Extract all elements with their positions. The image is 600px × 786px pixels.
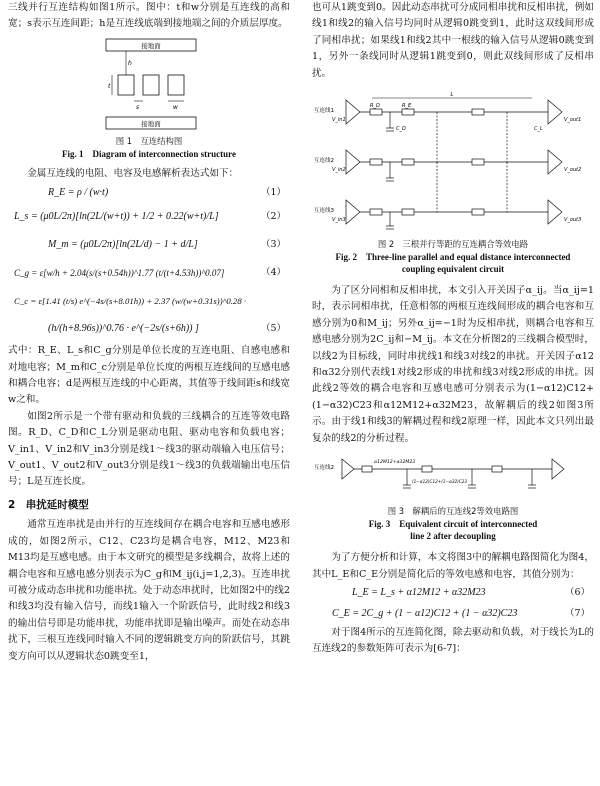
vout2-label: V_out2 xyxy=(564,167,582,174)
equation-text: C_c = ε[1.41 (t/s) e^(−4s/(s+8.01h)) + 2.37 (w/(w+0.31s))^0.28 · xyxy=(14,296,247,307)
equation-4 xyxy=(8,259,290,287)
length-label: L xyxy=(450,92,454,99)
vout3-label: V_out3 xyxy=(564,217,582,224)
paragraph: 三线并行互连结构如图1所示。图中：t和w分别是互连线的高和宽；s表示互连间距；h是互连线底端到接地端之间的介质层厚度。 xyxy=(8,2,290,30)
equation-text: L_s = (μ0L/2π)[ln(2L/(w+t)) + 1/2 + 0.22(w+t)/L] xyxy=(14,211,219,223)
paragraph: 为了方便分析和计算，本文将图3中的解耦电路图简化为图4，其中L_E和C_E分别是简化后的等效电感和电容，其值分别为： xyxy=(312,552,594,580)
equation-5b xyxy=(8,315,290,343)
equation-3 xyxy=(8,231,290,259)
vin3-label: V_in3 xyxy=(332,217,346,224)
equation-1 xyxy=(8,182,290,203)
decoupled-line2-circuit xyxy=(312,451,594,503)
paragraph: 式中：R_E、L_s和C_g分别是单位长度的互连电阻、自感电感和对地电容；M_m和C_c分别是单位长度的两根互连线间的互感电感和耦合电容；d是两根互连线的中心距离，其值等于线间距s和线宽w之和。 xyxy=(8,345,290,406)
equation-number: （5） xyxy=(260,323,286,335)
svg-text:w: w xyxy=(173,103,178,111)
svg-text:h: h xyxy=(128,59,132,67)
equation-number: （6） xyxy=(564,587,590,599)
mutual-inductance-label: α12M12+α32M23 xyxy=(374,460,416,466)
paragraph: 金属互连线的电阻、电容及电感解析表达式如下： xyxy=(27,167,239,179)
svg-text:t: t xyxy=(108,82,111,90)
receiver-3 xyxy=(548,200,562,224)
equation-number: （3） xyxy=(260,239,286,251)
equation-text: R_E = ρ / (w·t) xyxy=(48,186,109,198)
paragraph: 也可从1跳变到0。因此动态串扰可分成同相串扰和反相串扰，例如线1和线2的输入信号均同时从逻辑0跳变到1，此时这双线间形成了同相串扰；如果线1和线2其中一根线的输入信号从逻辑0跳变到1，另外一条线同时从逻辑1跳变到0，则此双线间形成了反相串扰。 xyxy=(312,2,594,79)
paragraph: 通常互连串扰是由并行的互连线间存在耦合电容和互感电感形成的，如图2所示，C12、C23均是耦合电容，M12、M23和M13均是互感电感。由于本文研究的模型是多线耦合，故将上述的耦合电容和互感电感分别表示为C_g和M_ij(i,j=1,2,3)。互连串扰可被分成动态串扰和功能串扰。处于动态串扰时，比如图2中的线2和线3均没有输入信号，而线1输入一个阶跃信号，此时线2和线3的输出信号即是功能串扰，功能串扰即是输出噪声。而处在动态串扰下，三根互连线同时输入不同的逻辑跳变方向的阶跃信号，其跳变方向可以从逻辑状态0跳变至1， xyxy=(8,519,290,662)
figure-3 xyxy=(312,451,594,503)
figure-2-caption-en-1: Fig. 2 Three-line parallel and equal distance interconnected xyxy=(335,252,571,263)
section-heading: 2 串扰延时模型 xyxy=(8,498,89,511)
equation-text: M_m = (μ0L/2π)[ln(2L/d) − 1 + d/L] xyxy=(48,239,198,251)
rd-label: R_D xyxy=(370,103,380,110)
line-1-label: 互连线1 xyxy=(314,108,334,115)
equation-text: C_g = ε[w/h + 2.04(s/(s+0.54h))^1.77 (t/(t+4.53h))^0.07] xyxy=(14,268,225,279)
left-column xyxy=(8,0,290,665)
figure-1-caption-en: Fig. 1 Diagram of interconnection structure xyxy=(62,148,236,159)
ground-bottom-label: 接地面 xyxy=(141,119,161,128)
driver-2 xyxy=(346,150,360,174)
figure-2 xyxy=(312,88,594,236)
line-2-rect xyxy=(143,75,159,95)
driver-1 xyxy=(346,100,360,124)
re-label: R_E xyxy=(402,103,412,110)
equation-6 xyxy=(312,583,594,604)
vin2-label: V_in2 xyxy=(332,167,346,174)
figure-3-caption-cn: 图 3 解耦后的互连线2等效电路图 xyxy=(387,506,519,517)
paragraph: 对于图4所示的互连简化图，除去驱动和负载，对于线长为L的互连线2的参数矩阵可表示为[6-7]： xyxy=(312,626,594,655)
figure-1 xyxy=(8,37,290,133)
equation-text: L_E = L_s + α12M12 + α32M23 xyxy=(352,587,486,599)
receiver-1 xyxy=(548,100,562,124)
interconnect-structure-diagram xyxy=(8,37,290,133)
equation-2 xyxy=(8,203,290,231)
receiver-2 xyxy=(548,150,562,174)
equation-number: （2） xyxy=(260,211,286,223)
equation-5a xyxy=(8,287,290,315)
line-3-rect xyxy=(168,75,184,95)
equation-7 xyxy=(312,604,594,625)
cd-label: C_D xyxy=(396,126,406,133)
ground-top-label: 接地面 xyxy=(141,41,161,50)
cl-label: C_L xyxy=(534,126,543,133)
equation-number: （4） xyxy=(260,267,286,279)
line-3-label: 互连线3 xyxy=(314,208,334,215)
equation-number: （7） xyxy=(564,608,590,620)
line-2-label: 互连线2 xyxy=(314,465,334,472)
paragraph: 为了区分同相和反相串扰，本文引入开关因子α_ij。当α_ij=1时，表示同相串扰，任意相邻的两根互连线间形成的耦合电容和互感分别为0和M_ij；另外α_ij=−1时为反相串扰，则耦合电容和互感电感分别为2C_ij和−M_ij。本文在分析图2的三线耦合模型时，以线2为目标线，同时串扰线1和线3对线2的串扰。开关因子α12和α32分别代表线1对线2形成的串扰和线3对线2形成的串扰。因此线2等效的耦合电容和互感电感可分别表示为(1−α12)C12+(1−α32)C23和α12M12+α32M23，故解耦后的线2如图3所示。由于线1和线3的解耦过程和线2原理一样，因此本文只列出最复杂的线2的分析过程。 xyxy=(312,285,594,444)
svg-text:s: s xyxy=(136,103,140,111)
line-2-label: 互连线2 xyxy=(314,158,334,165)
right-column xyxy=(312,0,594,658)
equation-number: （1） xyxy=(260,186,286,198)
figure-1-caption-cn: 图 1 互连结构图 xyxy=(115,135,183,146)
line-1-rect xyxy=(118,75,134,95)
driver-3 xyxy=(346,200,360,224)
figure-3-caption-en-1: Fig. 3 Equivalent circuit of interconnected xyxy=(368,519,538,530)
figure-2-caption-en-2: coupling equivalent circuit xyxy=(401,264,505,275)
coupling-capacitance-label: (1−α12)C12+(1−α32)C23 xyxy=(412,479,468,485)
three-line-coupling-circuit xyxy=(312,88,594,236)
equation-text: (h/(h+8.96s))^0.76 · e^(−2s/(s+6h)) ] xyxy=(48,323,199,335)
paragraph: 如图2所示是一个带有驱动和负载的三线耦合的互连等效电路图。R_D、C_D和C_L分别是驱动电阻、驱动电容和负载电容；V_in1、V_in2和V_in3分别是线1～线3的驱动端输入电压信号；V_out1、V_out2和V_out3分别是线1～线3的负载端输出电压信号；L是互连长度。 xyxy=(8,410,290,488)
figure-3-caption-en-2: line 2 after decoupling xyxy=(410,531,496,542)
vout1-label: V_out1 xyxy=(564,117,582,124)
figure-2-caption-cn: 图 2 三根并行等距的互连耦合等效电路 xyxy=(377,239,529,250)
vin1-label: V_in1 xyxy=(332,117,346,124)
equation-text: C_E = 2C_g + (1 − α12)C12 + (1 − α32)C23 xyxy=(332,608,518,620)
